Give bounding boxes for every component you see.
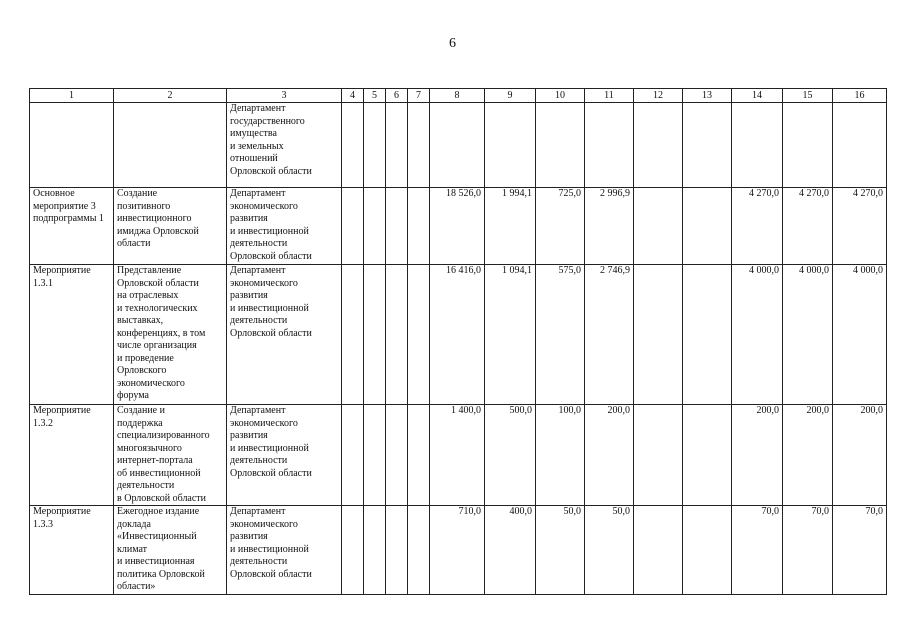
row-label-cell: [30, 103, 114, 188]
value-cell-col9: 1 094,1: [485, 265, 536, 405]
column-header-16: 16: [833, 89, 887, 103]
value-cell-col4: [342, 405, 364, 506]
value-cell-col10: 725,0: [536, 188, 585, 265]
value-cell-col11: [585, 103, 634, 188]
executor-cell: Департамент государственного имущества и земельных отношений Орловской области: [227, 103, 342, 188]
value-cell-col6: [386, 103, 408, 188]
value-cell-col5: [364, 506, 386, 595]
value-cell-col8: [430, 103, 485, 188]
value-cell-col8: 16 416,0: [430, 265, 485, 405]
value-cell-col8: 18 526,0: [430, 188, 485, 265]
executor-cell: Департамент экономического развития и инвестиционной деятельности Орловской области: [227, 405, 342, 506]
page-number: 6: [449, 36, 456, 51]
value-cell-col15: 4 000,0: [783, 265, 833, 405]
value-cell-col13: [683, 265, 732, 405]
table-row: [30, 265, 887, 405]
value-cell-col13: [683, 405, 732, 506]
value-cell-col7: [408, 405, 430, 506]
value-cell-col14: [732, 103, 783, 188]
value-cell-col9: 400,0: [485, 506, 536, 595]
description-cell: Создание позитивного инвестиционного имиджа Орловской области: [114, 188, 227, 265]
value-cell-col16: 200,0: [833, 405, 887, 506]
value-cell-col7: [408, 103, 430, 188]
value-cell-col8: 710,0: [430, 506, 485, 595]
executor-cell: Департамент экономического развития и инвестиционной деятельности Орловской области: [227, 506, 342, 595]
value-cell-col8: 1 400,0: [430, 405, 485, 506]
column-header-9: 9: [485, 89, 536, 103]
value-cell-col12: [634, 265, 683, 405]
value-cell-col15: 4 270,0: [783, 188, 833, 265]
value-cell-col5: [364, 405, 386, 506]
value-cell-col5: [364, 265, 386, 405]
value-cell-col14: 4 000,0: [732, 265, 783, 405]
row-label-cell: Мероприятие 1.3.3: [30, 506, 114, 595]
budget-table: [29, 88, 887, 595]
description-cell: Создание и поддержка специализированного многоязычного интернет-портала об инвестиционной деятельности в Орловской области: [114, 405, 227, 506]
value-cell-col9: 1 994,1: [485, 188, 536, 265]
value-cell-col6: [386, 265, 408, 405]
value-cell-col5: [364, 188, 386, 265]
row-label-cell: Мероприятие 1.3.2: [30, 405, 114, 506]
column-header-15: 15: [783, 89, 833, 103]
value-cell-col6: [386, 188, 408, 265]
column-header-3: 3: [227, 89, 342, 103]
column-header-14: 14: [732, 89, 783, 103]
value-cell-col7: [408, 506, 430, 595]
value-cell-col12: [634, 405, 683, 506]
value-cell-col12: [634, 188, 683, 265]
value-cell-col10: [536, 103, 585, 188]
executor-cell: Департамент экономического развития и инвестиционной деятельности Орловской области: [227, 265, 342, 405]
value-cell-col11: 2 746,9: [585, 265, 634, 405]
value-cell-col16: [833, 103, 887, 188]
value-cell-col6: [386, 405, 408, 506]
value-cell-col10: 100,0: [536, 405, 585, 506]
description-cell: [114, 103, 227, 188]
value-cell-col13: [683, 103, 732, 188]
value-cell-col4: [342, 506, 364, 595]
value-cell-col4: [342, 265, 364, 405]
value-cell-col4: [342, 188, 364, 265]
value-cell-col13: [683, 188, 732, 265]
column-header-11: 11: [585, 89, 634, 103]
value-cell-col5: [364, 103, 386, 188]
value-cell-col7: [408, 265, 430, 405]
description-cell: Ежегодное издание доклада «Инвестиционный климат и инвестиционная политика Орловской области»: [114, 506, 227, 595]
value-cell-col14: 200,0: [732, 405, 783, 506]
value-cell-col10: 50,0: [536, 506, 585, 595]
value-cell-col13: [683, 506, 732, 595]
value-cell-col14: 4 270,0: [732, 188, 783, 265]
table-row: [30, 103, 887, 188]
value-cell-col11: 50,0: [585, 506, 634, 595]
table-row: [30, 188, 887, 265]
value-cell-col11: 200,0: [585, 405, 634, 506]
value-cell-col16: 70,0: [833, 506, 887, 595]
column-header-10: 10: [536, 89, 585, 103]
value-cell-col15: [783, 103, 833, 188]
value-cell-col6: [386, 506, 408, 595]
column-header-8: 8: [430, 89, 485, 103]
value-cell-col15: 70,0: [783, 506, 833, 595]
column-header-12: 12: [634, 89, 683, 103]
column-header-7: 7: [408, 89, 430, 103]
value-cell-col9: 500,0: [485, 405, 536, 506]
value-cell-col7: [408, 188, 430, 265]
value-cell-col9: [485, 103, 536, 188]
value-cell-col4: [342, 103, 364, 188]
value-cell-col15: 200,0: [783, 405, 833, 506]
value-cell-col10: 575,0: [536, 265, 585, 405]
header-row: [30, 89, 887, 103]
value-cell-col12: [634, 506, 683, 595]
value-cell-col14: 70,0: [732, 506, 783, 595]
value-cell-col16: 4 270,0: [833, 188, 887, 265]
value-cell-col12: [634, 103, 683, 188]
description-cell: Представление Орловской области на отраслевых и технологических выставках, конференциях, в том числе организация и проведение Орловского экономического форума: [114, 265, 227, 405]
table-row: [30, 405, 887, 506]
column-header-2: 2: [114, 89, 227, 103]
column-header-13: 13: [683, 89, 732, 103]
column-header-1: 1: [30, 89, 114, 103]
table-row: [30, 506, 887, 595]
column-header-5: 5: [364, 89, 386, 103]
column-header-6: 6: [386, 89, 408, 103]
executor-cell: Департамент экономического развития и инвестиционной деятельности Орловской области: [227, 188, 342, 265]
value-cell-col11: 2 996,9: [585, 188, 634, 265]
column-header-4: 4: [342, 89, 364, 103]
row-label-cell: Основное мероприятие 3 подпрограммы 1: [30, 188, 114, 265]
row-label-cell: Мероприятие 1.3.1: [30, 265, 114, 405]
value-cell-col16: 4 000,0: [833, 265, 887, 405]
